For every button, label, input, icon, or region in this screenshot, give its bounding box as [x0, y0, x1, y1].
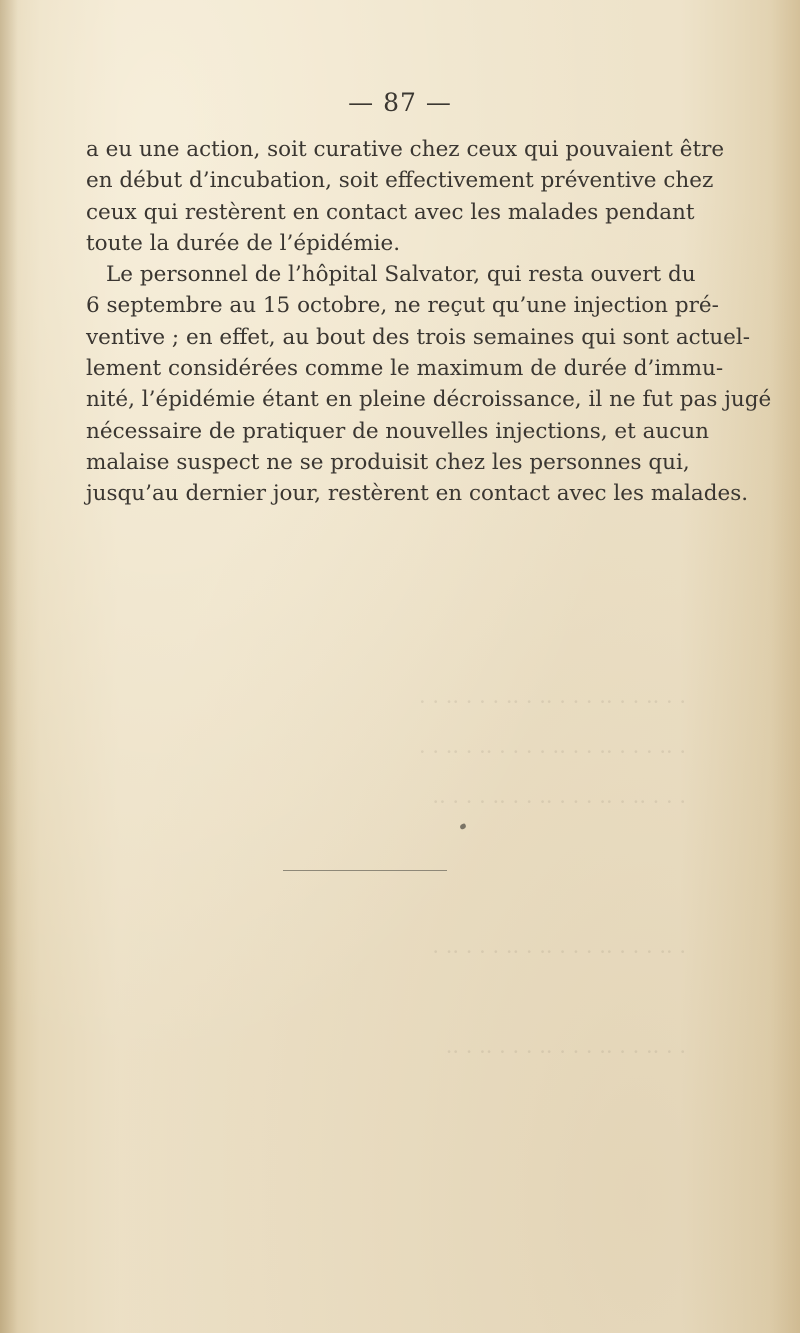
text-line: en début d’incubation, soit effectivement préventive chez [86, 168, 714, 194]
separator-rule [283, 870, 447, 871]
show-through-text: · · ·· · · ·· · · · ·· · · · ·· · ·· [445, 1040, 686, 1064]
page-number: — 87 — [348, 88, 452, 117]
show-through-text: · · ·· · · ·· · · · ·· · ·· · · · ·· · · [418, 690, 686, 714]
text-line: Le personnel de l’hôpital Salvator, qui resta ouvert du [106, 262, 696, 288]
text-line: jusqu’au dernier jour, restèrent en contact avec les malades. [86, 481, 749, 507]
text-line: toute la durée de l’épidémie. [86, 230, 401, 256]
show-through-text: · ·· · · · ·· · · ·· · · · · ·· · ·· · · [418, 740, 686, 764]
text-line: lement considérées comme le maximum de durée d’immu- [86, 356, 724, 382]
text-line: a eu une action, soit curative chez ceux qui pouvaient être [86, 137, 725, 162]
text-line: ventive ; en effet, au bout des trois semaines qui sont actuel- [86, 324, 751, 350]
text-line: 6 septembre au 15 octobre, ne reçut qu’une injection pré- [86, 293, 719, 319]
text-line: nité, l’épidémie étant en pleine décroissance, il ne fut pas jugé [86, 387, 772, 413]
text-line: ceux qui restèrent en contact avec les malades pendant [86, 199, 695, 225]
text-line: nécessaire de pratiquer de nouvelles injections, et aucun [86, 418, 710, 444]
page-gutter-shadow [0, 0, 18, 1333]
ink-speck [459, 823, 467, 830]
body-text [86, 134, 772, 510]
text-line: malaise suspect ne se produisit chez les personnes qui, [86, 449, 690, 475]
show-through-text: · · · ·· · ·· · · · ·· · · ·· · · · ·· [432, 790, 686, 814]
show-through-text: · ·· · · · ·· · · · ·· · ·· · · · ·· · [432, 940, 686, 964]
